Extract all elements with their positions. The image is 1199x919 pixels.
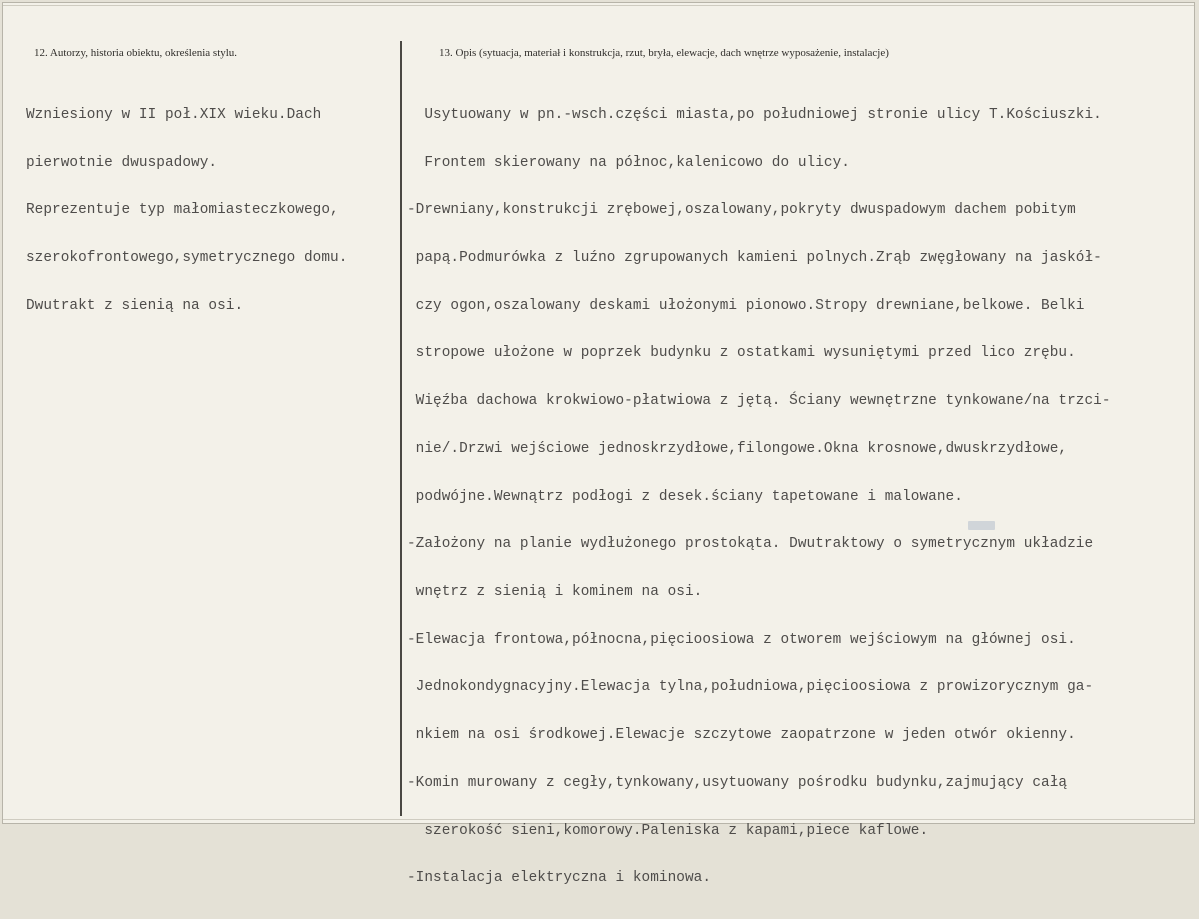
typed-line: Więźba dachowa krokwiowo-płatwiowa z jętą. Ściany wewnętrzne tynkowane/na trzci- (407, 393, 1111, 410)
document-sheet (2, 2, 1195, 887)
typed-line: nie/.Drzwi wejściowe jednoskrzydłowe,filongowe.Okna krosnowe,dwuskrzydłowe, (407, 440, 1068, 457)
typed-line: nkiem na osi środkowej.Elewacje szczytowe zaopatrzone w jeden otwór okienny. (407, 727, 1076, 744)
typed-line: papą.Podmurówka z luźno zgrupowanych kamieni polnych.Zrąb zwęgłowany na jaskół- (407, 249, 1102, 266)
sheet-edge-line (3, 5, 1194, 6)
typed-line: -Komin murowany z cegły,tynkowany,usytuowany pośrodku budynku,zajmujący całą (407, 774, 1068, 791)
typed-line: -Instalacja elektryczna i kominowa. (407, 870, 712, 887)
typed-line: Reprezentuje typ małomiasteczkowego, (26, 202, 339, 219)
typed-line: szerokofrontowego,symetrycznego domu. (26, 249, 348, 266)
typed-line: -Drewniany,konstrukcji zrębowej,oszalowany,pokryty dwuspadowym dachem pobitym (407, 202, 1076, 219)
typed-line: -Założony na planie wydłużonego prostokąta. Dwutraktowy o symetrycznym układzie (407, 536, 1094, 553)
typed-line: Jednokondygnacyjny.Elewacja tylna,południowa,pięcioosiowa z prowizorycznym ga- (407, 679, 1094, 696)
typed-line: wnętrz z sienią i kominem na osi. (407, 584, 703, 600)
typed-line: szerokość sieni,komorowy.Paleniska z kapami,piece kaflowe. (407, 822, 929, 839)
column-divider (400, 41, 402, 816)
typed-line: Dwutrakt z sienią na osi. (26, 297, 244, 314)
ink-smudge (968, 521, 995, 530)
section-12-text (26, 76, 347, 346)
typed-line: stropowe ułożone w poprzek budynku z ostatkami wysuniętymi przed lico zrębu. (407, 345, 1076, 362)
typed-line: Frontem skierowany na północ,kalenicowo do ulicy. (407, 154, 850, 171)
section-12-heading: 12. Autorzy, historia obiektu, określenia stylu. (34, 47, 238, 59)
section-13-text (407, 76, 1111, 919)
typed-line: Usytuowany w pn.-wsch.części miasta,po południowej stronie ulicy T.Kościuszki. (407, 106, 1102, 123)
typed-line: Wzniesiony w II poł.XIX wieku.Dach (26, 106, 322, 123)
typed-line: pierwotnie dwuspadowy. (26, 154, 218, 171)
section-13-heading: 13. Opis (sytuacja, materiał i konstrukcja, rzut, bryła, elewacje, dach wnętrze wyposażenie, instalacje) (439, 47, 889, 59)
typed-line: czy ogon,oszalowany deskami ułożonymi pionowo.Stropy drewniane,belkowe. Belki (407, 297, 1085, 314)
typed-line: podwójne.Wewnątrz podłogi z desek.ściany tapetowane i malowane. (407, 488, 963, 505)
typed-line: -Elewacja frontowa,północna,pięcioosiowa z otworem wejściowym na głównej osi. (407, 631, 1076, 648)
